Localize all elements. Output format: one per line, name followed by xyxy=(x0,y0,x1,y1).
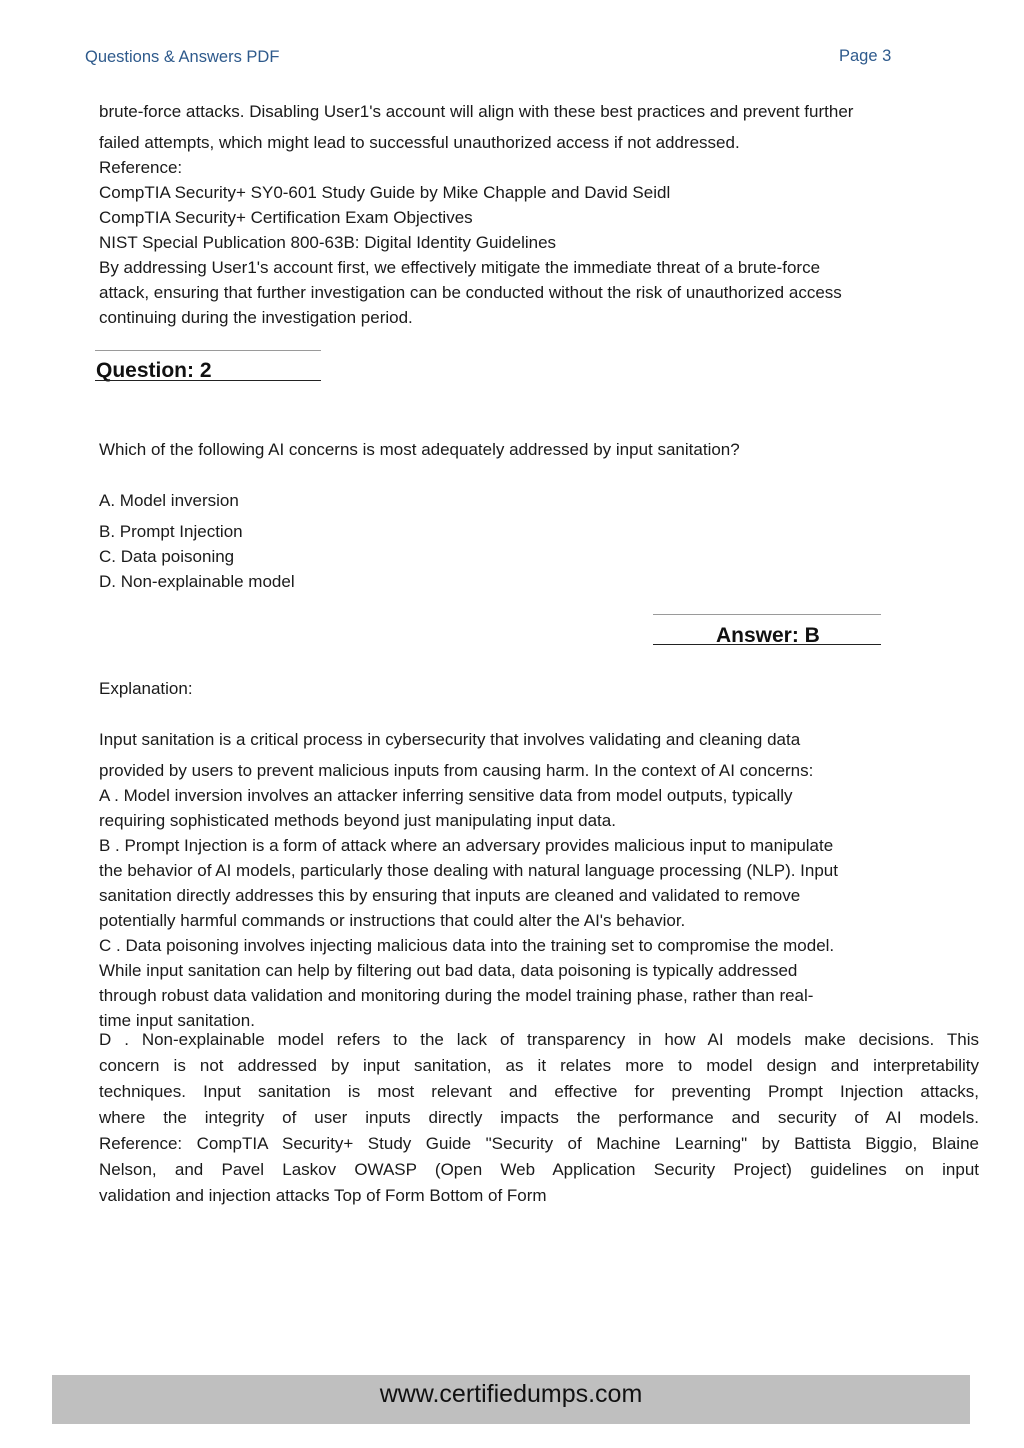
footer-bar xyxy=(52,1375,970,1424)
explanation-justified-text xyxy=(99,1027,979,1208)
answer-rule-bottom xyxy=(653,644,881,645)
explanation-line: provided by users to prevent malicious inputs from causing harm. In the context of AI concerns: xyxy=(99,761,814,780)
question-title: Question: 2 xyxy=(96,359,212,382)
answer-label: Answer: B xyxy=(716,624,820,647)
explanation-line: B . Prompt Injection is a form of attack where an adversary provides malicious input to manipulate xyxy=(99,836,834,855)
intro-text xyxy=(99,99,979,330)
explanation-line: through robust data validation and monitoring during the model training phase, rather than real- xyxy=(99,986,814,1005)
intro-line: attack, ensuring that further investigation can be conducted without the risk of unauthorized access xyxy=(99,283,842,302)
explanation-line: time input sanitation. xyxy=(99,1011,255,1030)
explanation-line: the behavior of AI models, particularly those dealing with natural language processing (NLP). Input xyxy=(99,861,838,880)
intro-line: By addressing User1's account first, we effectively mitigate the immediate threat of a brute-force xyxy=(99,258,821,277)
explanation-line: Input sanitation is a critical process in cybersecurity that involves validating and cleaning data xyxy=(99,730,801,749)
question-rule-bottom xyxy=(95,380,321,381)
answer-options xyxy=(99,488,979,594)
page-number: Page 3 xyxy=(839,47,892,65)
intro-line: failed attempts, which might lead to successful unauthorized access if not addressed. xyxy=(99,133,740,152)
footer-website: www.certifiedumps.com xyxy=(379,1380,643,1408)
explanation-line: techniques. Input sanitation is most relevant and effective for preventing Prompt Injection attacks, xyxy=(99,1082,979,1101)
explanation-line: concern is not addressed by input sanitation, as it relates more to model design and interpretability xyxy=(99,1056,979,1075)
explanation-line: validation and injection attacks Top of Form Bottom of Form xyxy=(99,1186,547,1205)
answer-rule-top xyxy=(653,614,881,615)
header-title: Questions & Answers PDF xyxy=(85,48,280,66)
option-b: B. Prompt Injection xyxy=(99,522,243,541)
option-a: A. Model inversion xyxy=(99,491,239,510)
explanation-line: D . Non-explainable model refers to the lack of transparency in how AI models make decisions. This xyxy=(99,1030,979,1049)
question-rule-top xyxy=(95,350,321,351)
explanation-line: requiring sophisticated methods beyond just manipulating input data. xyxy=(99,811,616,830)
explanation-line: While input sanitation can help by filtering out bad data, data poisoning is typically addressed xyxy=(99,961,798,980)
explanation-text xyxy=(99,727,979,1033)
explanation-line: sanitation directly addresses this by ensuring that inputs are cleaned and validated to remove xyxy=(99,886,801,905)
intro-line: brute-force attacks. Disabling User1's account will align with these best practices and prevent further xyxy=(99,102,854,121)
intro-line: NIST Special Publication 800-63B: Digital Identity Guidelines xyxy=(99,233,557,252)
explanation-line: C . Data poisoning involves injecting malicious data into the training set to compromise the model. xyxy=(99,936,835,955)
intro-line: continuing during the investigation period. xyxy=(99,308,413,327)
option-c: C. Data poisoning xyxy=(99,547,235,566)
intro-line: Reference: xyxy=(99,158,183,177)
explanation-line: potentially harmful commands or instructions that could alter the AI's behavior. xyxy=(99,911,686,930)
question-text: Which of the following AI concerns is most adequately addressed by input sanitation? xyxy=(99,440,740,459)
explanation-line: Nelson, and Pavel Laskov OWASP (Open Web Application Security Project) guidelines on input xyxy=(99,1160,979,1179)
option-d: D. Non-explainable model xyxy=(99,572,295,591)
intro-line: CompTIA Security+ SY0-601 Study Guide by Mike Chapple and David Seidl xyxy=(99,183,671,202)
explanation-label: Explanation: xyxy=(99,679,193,698)
explanation-line: A . Model inversion involves an attacker inferring sensitive data from model outputs, typically xyxy=(99,786,793,805)
explanation-line: where the integrity of user inputs directly impacts the performance and security of AI models. xyxy=(99,1108,979,1127)
intro-line: CompTIA Security+ Certification Exam Objectives xyxy=(99,208,473,227)
explanation-line: Reference: CompTIA Security+ Study Guide "Security of Machine Learning" by Battista Biggio, Blaine xyxy=(99,1134,979,1153)
